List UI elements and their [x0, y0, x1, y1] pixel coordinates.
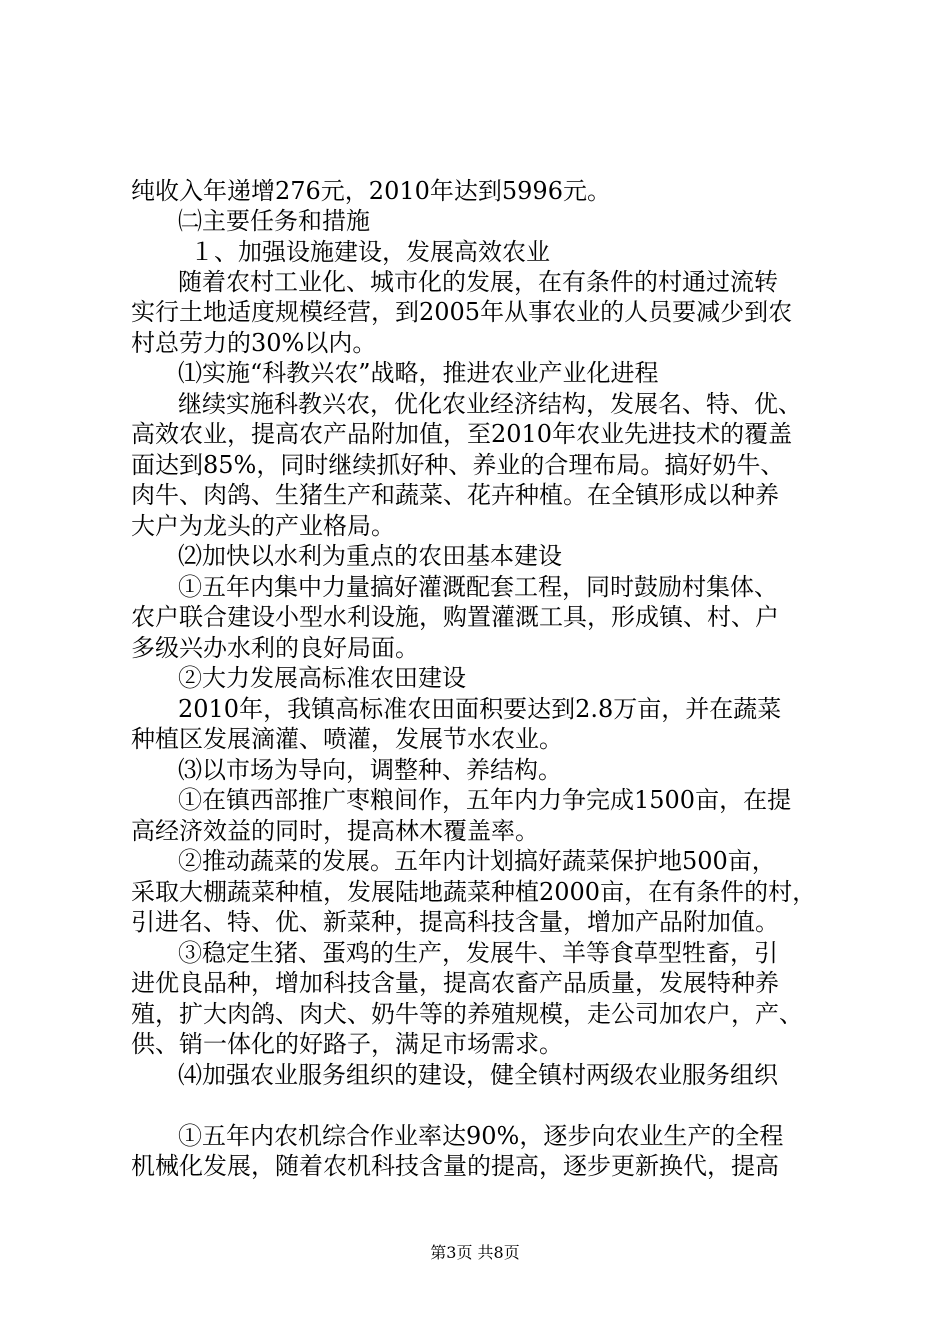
text-line: ②推动蔬菜的发展。五年内计划搞好蔬菜保护地500亩， — [178, 847, 776, 875]
text-line: ①五年内集中力量搞好灌溉配套工程，同时鼓励村集体、 — [178, 573, 778, 601]
text-line: 进优良品种，增加科技含量，提高农畜产品质量，发展特种养 — [131, 969, 779, 997]
text-line: 2010年，我镇高标准农田面积要达到2.8万亩，并在蔬菜 — [178, 695, 782, 723]
text-line: 引进名、特、优、新菜种，提高科技含量，增加产品附加值。 — [131, 908, 779, 936]
text-line: 继续实施科教兴农，优化农业经济结构，发展名、特、优、 — [178, 390, 802, 418]
text-line: 随着农村工业化、城市化的发展，在有条件的村通过流转 — [178, 268, 778, 296]
text-line: 村总劳力的30%以内。 — [131, 329, 377, 357]
text-line: 农户联合建设小型水利设施，购置灌溉工具，形成镇、村、户 — [131, 603, 779, 631]
text-line: 供、销一体化的好路子，满足市场需求。 — [131, 1030, 563, 1058]
text-line: 多级兴办水利的良好局面。 — [131, 634, 419, 662]
item-heading: ②大力发展高标准农田建设 — [178, 664, 466, 692]
text-line: 采取大棚蔬菜种植，发展陆地蔬菜种植2000亩，在有条件的村， — [131, 878, 817, 906]
text-line: 实行土地适度规模经营，到2005年从事农业的人员要减少到农 — [131, 298, 793, 326]
item-heading: ⑷加强农业服务组织的建设，健全镇村两级农业服务组织 — [178, 1061, 778, 1089]
text-line: 大户为龙头的产业格局。 — [131, 512, 395, 540]
text-line: ③稳定生猪、蛋鸡的生产，发展牛、羊等食草型牲畜，引 — [178, 939, 778, 967]
text-line: 肉牛、肉鸽、生猪生产和蔬菜、花卉种植。在全镇形成以种养 — [131, 481, 779, 509]
subsection-heading: １、加强设施建设，发展高效农业 — [190, 238, 550, 266]
text-line: 种植区发展滴灌、喷灌，发展节水农业。 — [131, 725, 563, 753]
item-heading: ⑴实施“科教兴农”战略，推进农业产业化进程 — [178, 359, 659, 387]
item-heading: ⑵加快以水利为重点的农田基本建设 — [178, 542, 562, 570]
section-heading: ㈡主要任务和措施 — [178, 207, 370, 235]
text-line: 高经济效益的同时，提高林木覆盖率。 — [131, 817, 539, 845]
text-line: ①五年内农机综合作业率达90%，逐步向农业生产的全程 — [178, 1122, 784, 1150]
text-line: 殖，扩大肉鸽、肉犬、奶牛等的养殖规模，走公司加农户，产、 — [131, 1000, 803, 1028]
text-line: 纯收入年递增276元，2010年达到5996元。 — [131, 177, 611, 205]
text-line: 面达到85%，同时继续抓好种、养业的合理布局。搞好奶牛、 — [131, 451, 785, 479]
page-footer: 第3页 共8页 — [430, 1243, 520, 1262]
text-line: ①在镇西部推广枣粮间作，五年内力争完成1500亩，在提 — [178, 786, 792, 814]
text-line: 机械化发展，随着农机科技含量的提高，逐步更新换代，提高 — [131, 1152, 779, 1180]
item-heading: ⑶以市场为导向，调整种、养结构。 — [178, 756, 562, 784]
text-line: 高效农业，提高农产品附加值，至2010年农业先进技术的覆盖 — [131, 420, 793, 448]
